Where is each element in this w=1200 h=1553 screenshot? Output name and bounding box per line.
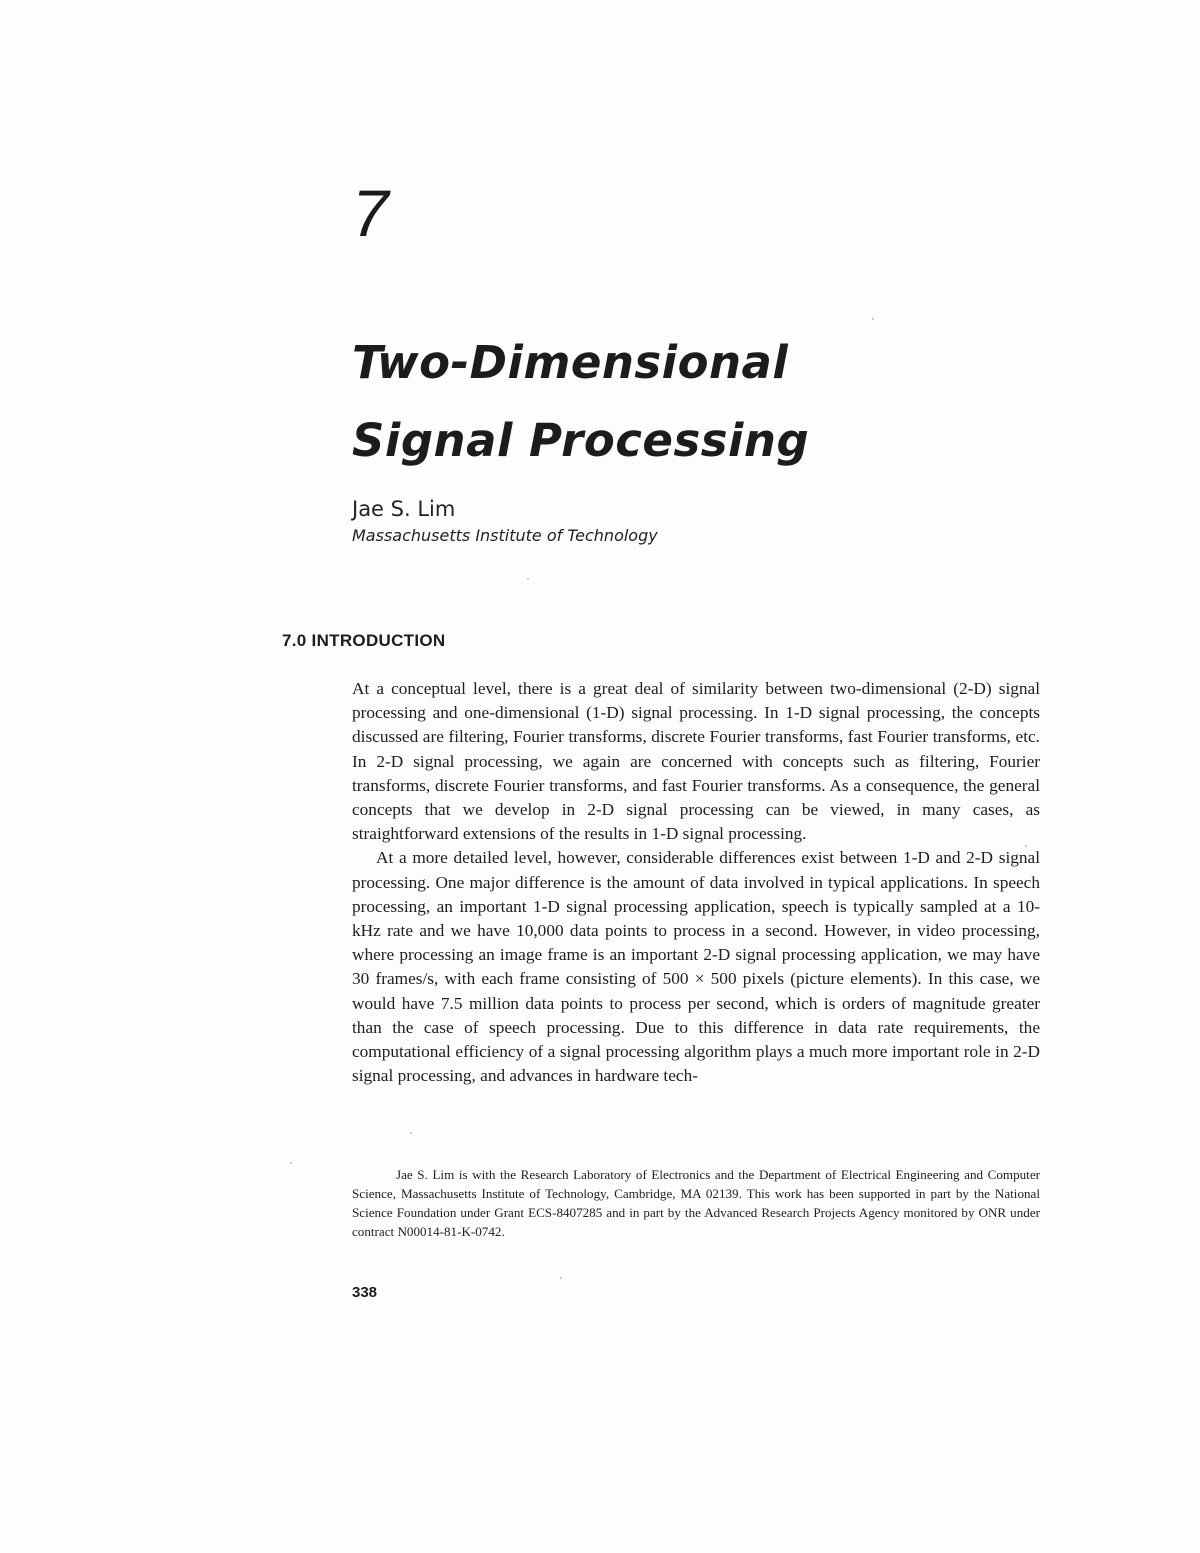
chapter-number: 7 [352, 176, 389, 250]
body-paragraph: At a conceptual level, there is a great deal of similarity between two-dimensional (2-D) signal processing and one-dimensional (1-D) signal processing. In 1-D signal processing, the concepts discussed are filtering, Fourier transforms, discrete Fourier transforms, fast Fourier transforms, etc. In 2-D signal processing, we again are concerned with concepts such as filtering, Fourier transforms, discrete Fourier transforms, and fast Fourier transforms. As a consequence, the general concepts that we develop in 2-D signal processing can be viewed, in many cases, as straightforward extensions of the results in 1-D signal processing. [352, 679, 1040, 844]
section-heading: 7.0 INTRODUCTION [282, 631, 446, 650]
scan-speck [527, 578, 529, 580]
chapter-title [352, 324, 912, 480]
author-affiliation: Massachusetts Institute of Technology [352, 526, 658, 545]
section-body [352, 677, 1040, 1088]
chapter-title-line-1: Two-Dimensional [352, 336, 789, 389]
scan-speck [560, 1277, 562, 1279]
chapter-title-line-2: Signal Processing [352, 414, 810, 467]
author-name: Jae S. Lim [352, 497, 456, 521]
scan-speck [410, 1132, 412, 1134]
scan-speck [872, 318, 874, 320]
scan-speck [1025, 845, 1027, 847]
author-footnote: Jae S. Lim is with the Research Laboratory of Electronics and the Department of Electrical Engineering and Computer Science, Massachusetts Institute of Technology, Cambridge, MA 02139. This work has been supported in part by the National Science Foundation under Grant ECS-8407285 and in part by the Advanced Research Projects Agency monitored by ONR under contract N00014-81-K-0742. [352, 1167, 1040, 1239]
body-paragraph: At a more detailed level, however, considerable differences exist between 1-D and 2-D signal processing. One major difference is the amount of data involved in typical applications. In speech processing, an important 1-D signal processing application, speech is typically sampled at a 10-kHz rate and we have 10,000 data points to process in a second. However, in video processing, where processing an image frame is an important 2-D signal processing application, we may have 30 frames/s, with each frame consisting of 500 × 500 pixels (picture elements). In this case, we would have 7.5 million data points to process per second, which is orders of magnitude greater than the case of speech processing. Due to this difference in data rate requirements, the computational efficiency of a signal processing algorithm plays a much more important role in 2-D signal processing, and advances in hardware tech- [352, 848, 1040, 1086]
scan-speck [290, 1162, 292, 1164]
page-number: 338 [352, 1284, 378, 1301]
